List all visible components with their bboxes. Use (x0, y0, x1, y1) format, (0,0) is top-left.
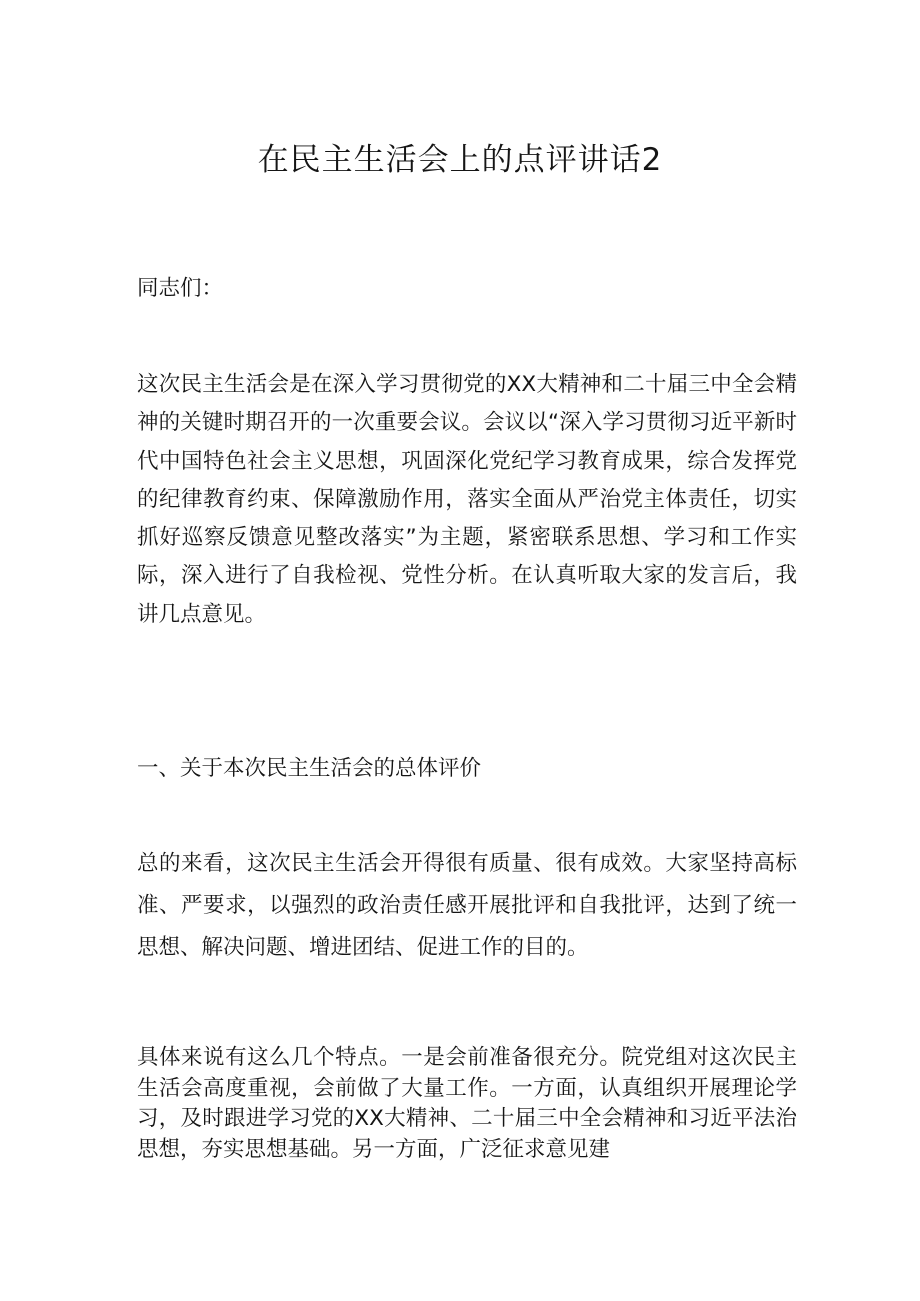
salutation: 同志们： (137, 276, 224, 301)
section-heading-1: 一、关于本次民主生活会的总体评价 (137, 756, 482, 781)
paragraph-3: 具体来说有这么几个特点。一是会前准备很充分。院党组对这次民主生活会高度重视，会前做了大量工作。一方面，认真组织开展理论学习，及时跟进学习党的XX大精神、二十届三中全会精神和习近平法治思想，夯实思想基础。另一方面，广泛征求意见建 (137, 1045, 797, 1163)
paragraph-1: 这次民主生活会是在深入学习贯彻党的XX大精神和二十届三中全会精神的关键时期召开的一次重要会议。会议以“深入学习贯彻习近平新时代中国特色社会主义思想，巩固深化党纪学习教育成果，综合发挥党的纪律教育约束、保障激励作用，落实全面从严治党主体责任，切实抓好巡察反馈意见整改落实”为主题，紧密联系思想、学习和工作实际，深入进行了自我检视、党性分析。在认真听取大家的发言后，我讲几点意见。 (137, 372, 797, 627)
document-title: 在民主生活会上的点评讲话2 (257, 142, 663, 178)
paragraph-2: 总的来看，这次民主生活会开得很有质量、很有成效。大家坚持高标准、严要求，以强烈的政治责任感开展批评和自我批评，达到了统一思想、解决问题、增进团结、促进工作的目的。 (137, 851, 797, 960)
